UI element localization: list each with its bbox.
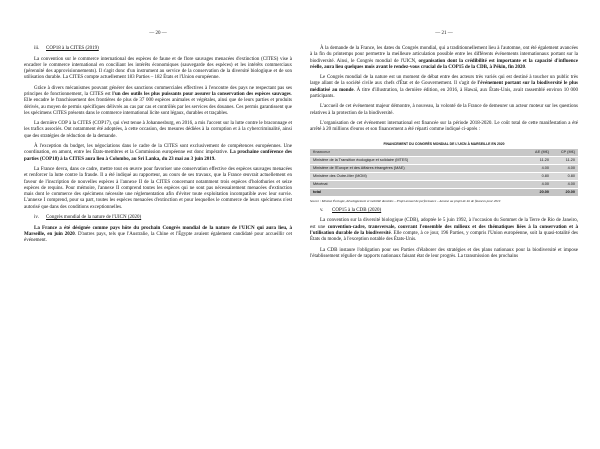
text-run: . Elle encadre le franchissement des frontières de plus de 37 000 espèces animales et végétales, ainsi que de leurs parties et produits dérivés, au moyen de permis spécifiques délivrés au cas par cas et contrôlés par les services des douanes. Ces permis garantissent que les spécimens CITES présents dans le commerce international licite sont légaux, durables et traçables. <box>24 91 292 116</box>
text-run: Grâce à divers mécanismes pouvant générer des sanctions commerciales effectives à l'encontre des pays ne respectant pas ses principes de fonctionnement, la CITES est <box>24 85 292 97</box>
table-cell: 0.80 <box>552 172 578 180</box>
text-run: La convention sur la diversité biologique (CDB), adoptée le 5 juin 1992, à l'occasion du Sommet de la Terre de Rio de Janeiro, est une <box>310 218 578 230</box>
text-run: À la demande de la France, les dates du Congrès mondial, qui a traditionnellement lieu à l'automne, ont été également avancées à la fin du printemps pour permettre la meilleure articulation possible entre les différents événements internationaux portant sur la biodiversité. Ainsi, le Congrès mondial de l'UICN, <box>310 46 578 64</box>
table-total-row <box>310 188 578 196</box>
paragraph: La France devra, dans ce cadre, mettre tout en œuvre pour favoriser une conservation effective des espèces sauvages menacées et renforcer la lutte contre la fraude. Il a été indiqué au rapporteur, au cours de ses travaux, que la France œuvrait actuellement en faveur de l'inscription de nouvelles espèces à l'annexe II de la CITES concernant notamment trois espèces d'holothuries et seize espèces de requins. Pour mémoire, l'annexe II comprend toutes les espèces qui ne sont pas nécessairement menacées d'extinction mais dont le commerce des spécimens nécessite une réglementation afin d'éviter toute exploitation incompatible avec leur survie. L'annexe I comprend, pour sa part, toutes les espèces menacées d'extinction et pour lesquelles le commerce de leurs spécimens n'est autorisé que dans des conditions exceptionnelles. <box>24 166 292 210</box>
table-cell: 4.00 <box>526 180 552 188</box>
table-cell: 0.80 <box>526 172 552 180</box>
text-run: . Elle compte, à ce jour, 196 Parties, y compris l'Union européenne, soit la quasi-totalité des États du monde, à l'exception notable des États-Unis. <box>310 230 578 243</box>
paragraph: L'accueil de cet événement majeur démontre, à nouveau, la volonté de la France de demeurer un acteur moteur sur les questions relatives à la protection de la biodiversité. <box>310 104 578 116</box>
section-title: Congrès mondial de la nature de l'UICN (2020) <box>46 215 142 221</box>
paragraph: L'organisation de cet événement international est financée sur la période 2018-2020. Le coût total de cette manifestation a été arrêté à 20 millions d'euros et son financement a été réparti comme indiqué ci-après : <box>310 120 578 133</box>
table-header-row <box>310 149 578 157</box>
bold-text: l'événement portant sur la biodiversité le plus médiatisé au monde <box>310 81 578 93</box>
paragraph: La convention sur le commerce international des espèces de faune et de flore sauvages menacées d'extinction (CITES) vise à encadrer le commerce international en conciliant les intérêts économiques (sauvegarde des espèces) et les intérêts commerciaux (pérennité des approvisionnements). Il s'agit donc d'un instrument au service de la conservation de la diversité biologique et de son utilisation durable. La CITES compte actuellement 183 Parties – 182 États et l'Union européenne. <box>24 56 292 81</box>
section-number: iii. <box>34 46 40 51</box>
bold-text: organisation dont la crédibilité est importante et la capacité d'influence réelle, aura lieu quelques mois avant le rendez-vous crucial de la COP15 de la CDB, à Pékin, fin 2020 <box>310 58 578 70</box>
table-cell: 20.00 <box>552 188 578 196</box>
table-cell: 20.00 <box>526 188 552 196</box>
text-run: Le Congrès mondial de la nature est un moment de débat entre des acteurs très variés qui est destiné à toucher un public très large allant de la société civile aux chefs d'État et de Gouvernement. Il s'agit de <box>310 75 578 87</box>
table-row <box>310 156 578 164</box>
paragraph <box>310 218 578 243</box>
table-cell: total <box>310 188 526 196</box>
text-run: . D'autres pays, tels que l'Australie, la Chine et l'Égypte avaient également candidaté pour accueillir cet événement. <box>24 231 292 244</box>
table-row <box>310 172 578 180</box>
table-cell: 11.20 <box>552 156 578 164</box>
table-source-note: Source : Mission Écologie, développement et mobilité durables – Projet annuel de performance – Annexe au projet de loi de finances pour 2019 <box>310 198 501 203</box>
table-cell: Ministère de l'Europe et des Affaires étrangères (MAE) <box>310 164 526 172</box>
table-cell: 4.00 <box>526 164 552 172</box>
section-number: v. <box>320 207 324 213</box>
table-cell: Mécénat <box>310 180 526 188</box>
bold-text: l'un des outils les plus puissants pour assurer la conservation des espèces sauvages <box>112 91 291 97</box>
table-cell: 11.20 <box>526 156 552 164</box>
text-run: . <box>525 64 527 70</box>
column-header: AE (M€) <box>526 149 552 157</box>
paragraph: La CDB instaure l'obligation pour ses Parties d'élaborer des stratégies et des plans nationaux pour la biodiversité et impose l'établissement régulier de rapports nationaux faisant état de leur progrès. La transmission des prochains <box>310 247 578 259</box>
bold-text: convention-cadre, transversale, couvrant l'ensemble des milieux et des thématiques liées à la conservation et à l'utilisation durable de la biodiversité <box>310 224 578 236</box>
table-cell: 4.00 <box>552 180 578 188</box>
section-title: COP18 à la CITES (2019) <box>46 46 99 51</box>
section-heading-uicn <box>34 215 292 222</box>
page-number: — 20 — <box>149 31 167 36</box>
table-cell: 4.00 <box>552 164 578 172</box>
financing-table <box>310 149 578 197</box>
table-cell: Ministère des Outre-Mer (MOM) <box>310 172 526 180</box>
column-header: CP (M€) <box>552 149 578 157</box>
table-cell: Ministère de la Transition écologique et solidaire (MTES) <box>310 156 526 164</box>
section-number: iv. <box>34 215 39 221</box>
paragraph <box>310 75 578 100</box>
table-row <box>310 164 578 172</box>
left-page <box>24 0 292 449</box>
section-heading-cdb <box>320 208 578 215</box>
paragraph <box>310 46 578 71</box>
text-run: . À titre d'illustration, la dernière édition, en 2016, à Hawaï, aux États-Unis, avait rassemblé environ 10 000 participants. <box>310 87 578 100</box>
column-header: financeur <box>310 149 526 157</box>
section-title: COP15 à la CDB (2020) <box>332 207 382 213</box>
right-page <box>310 0 578 449</box>
paragraph <box>24 144 292 163</box>
bold-text: La France a été désignée comme pays hôte du prochain Congrès mondial de la nature de l'UICN qui aura lieu, à Marseille, en juin 2020 <box>24 225 292 237</box>
paragraph <box>24 86 292 117</box>
paragraph <box>24 226 292 245</box>
bold-text: La prochaine conférence des parties (COP18) à la CITES aura lieu à Colombo, au Sri Lanka, du 23 mai au 3 juin 2019. <box>24 150 292 162</box>
paragraph: La dernière COP à la CITES (COP17), qui s'est tenue à Johannesburg, en 2016, a mis l'accent sur la lutte contre le braconnage et les trafics associés. Ont notamment été adoptées, à cette occasion, des mesures dédiées à la corruption et à la cybercriminalité, ainsi que des stratégies de réduction de la demande. <box>24 121 292 139</box>
table-row <box>310 180 578 188</box>
table-title: FINANCEMENT DU CONGRÈS MONDIAL DE L'UICN À MARSEILLE EN 2020 <box>383 141 505 146</box>
text-run: À l'exception du budget, les négociations dans le cadre de la CITES sont exclusivement de compétences européennes. Une coordination, en amont, entre les États-membres et la Commission européenne est donc impérative. <box>24 144 292 156</box>
section-heading-cites <box>34 46 292 53</box>
page-number: — 21 — <box>435 31 453 36</box>
